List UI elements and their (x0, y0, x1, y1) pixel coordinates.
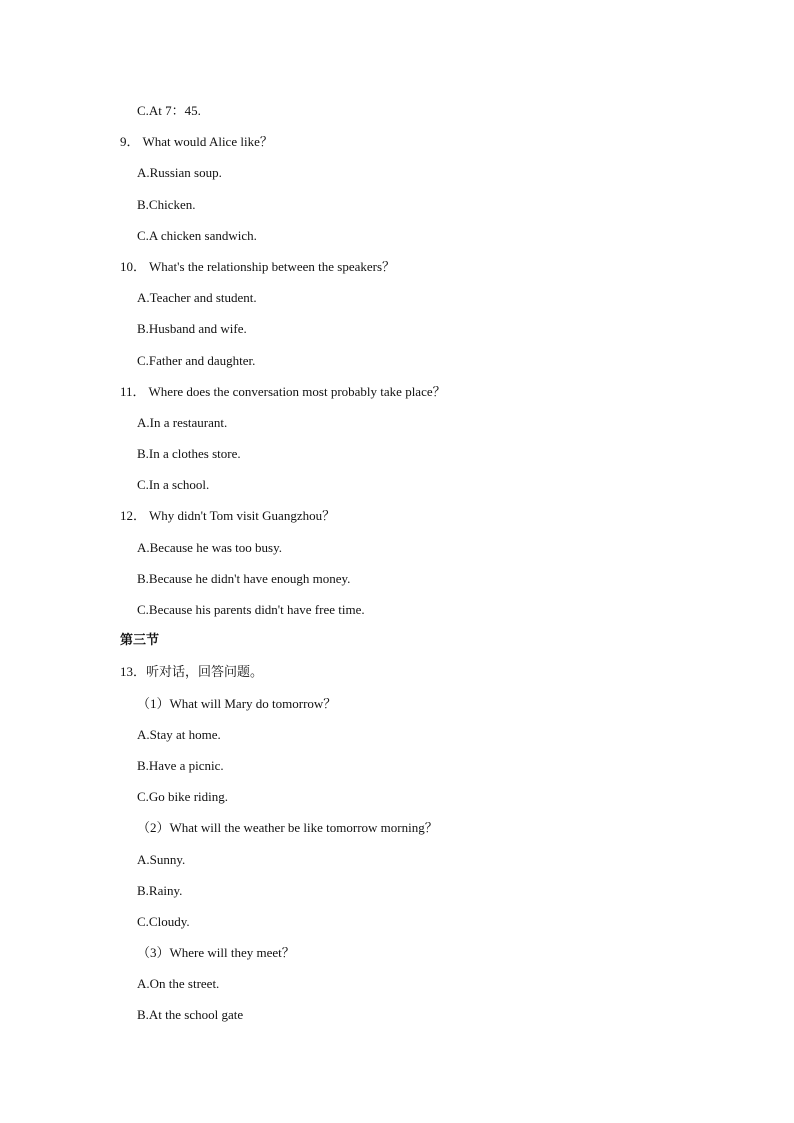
q13-sub1-option-b: B.Have a picnic. (137, 757, 224, 773)
q10-stem: 10． What's the relationship between the speakers？ (120, 258, 396, 274)
q9-option-b: B.Chicken. (137, 196, 196, 212)
q13-sub1-option-a: A.Stay at home. (137, 726, 221, 742)
q11-option-c: C.In a school. (137, 477, 210, 493)
q13-sub3-option-b: B.At the school gate (137, 1007, 244, 1023)
q13-sub1-stem: （1）What will Mary do tomorrow？ (137, 695, 337, 711)
q9-option-c: C.A chicken sandwich. (137, 227, 257, 243)
q13-sub2-option-c: C.Cloudy. (137, 913, 190, 929)
q12-option-c: C.Because his parents didn't have free time. (137, 602, 365, 617)
q10-option-c: C.Father and daughter. (137, 352, 256, 368)
q12-option-a: A.Because he was too busy. (137, 539, 283, 555)
q12-stem: 12． Why didn't Tom visit Guangzhou？ (120, 508, 336, 524)
q13-sub3-option-a: A.On the street. (137, 976, 220, 992)
q9-stem: 9． What would Alice like？ (120, 134, 273, 150)
q13-stem: 13．听对话，回答问题。 (120, 664, 264, 680)
q13-sub2-option-a: A.Sunny. (137, 851, 186, 867)
q10-option-a: A.Teacher and student. (137, 290, 257, 306)
q13-sub2-stem: （2）What will the weather be like tomorrow morning？ (137, 820, 438, 836)
q11-option-a: A.In a restaurant. (137, 414, 228, 430)
q11-stem: 11． Where does the conversation most probably take place？ (120, 383, 446, 399)
section-heading: 第三节 (120, 633, 160, 649)
q12-option-b: B.Because he didn't have enough money. (137, 570, 351, 586)
q9-option-a: A.Russian soup. (137, 165, 222, 181)
q13-sub1-option-c: C.Go bike riding. (137, 789, 228, 805)
q10-option-b: B.Husband and wife. (137, 321, 247, 337)
q8-option-c: C.At 7：45. (137, 103, 201, 118)
q13-sub2-option-b: B.Rainy. (137, 882, 183, 898)
q13-sub3-stem: （3）Where will they meet？ (137, 945, 295, 961)
q11-option-b: B.In a clothes store. (137, 446, 241, 462)
